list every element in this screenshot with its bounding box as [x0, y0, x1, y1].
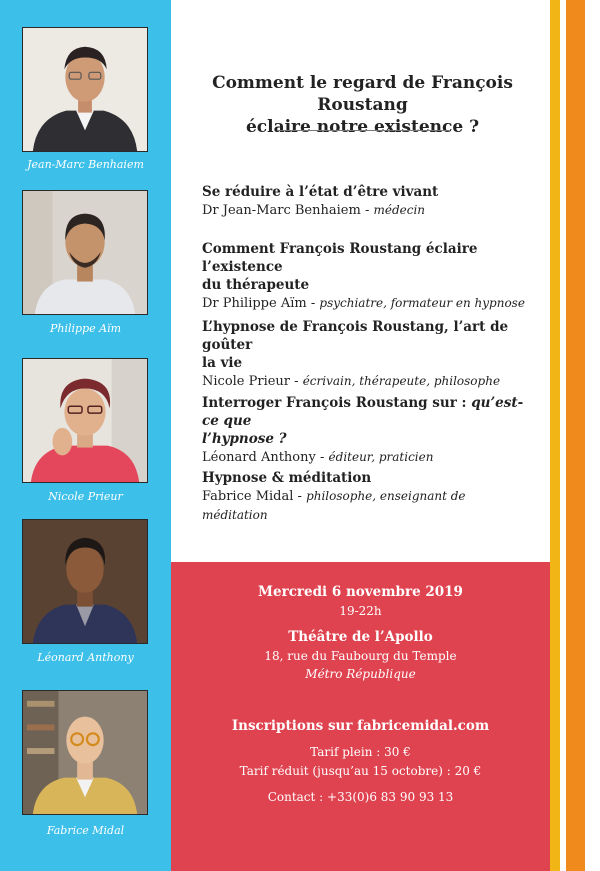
talk-separator: - [306, 296, 320, 311]
talk-title: la vie [202, 355, 243, 371]
talk-speaker-line [202, 201, 534, 220]
contact-phone[interactable]: Contact : +33(0)6 83 90 93 13 [267, 790, 454, 804]
decorative-stripe-gold [550, 0, 560, 871]
portrait-image [23, 191, 147, 314]
portrait-image [23, 28, 147, 151]
talk-title: L’hypnose de François Roustang, l’art de goûter [202, 319, 509, 353]
talk-title: Se réduire à l’état d’être vivant [202, 184, 439, 200]
talk-item [202, 183, 534, 220]
talk-title-italic: l’hypnose ? [202, 431, 287, 447]
talk-item [202, 318, 534, 391]
talk-item [202, 394, 534, 467]
talk-role: écrivain, thérapeute, philosophe [302, 374, 501, 388]
talk-role: éditeur, praticien [328, 450, 434, 464]
speaker-caption: Nicole Prieur [48, 490, 123, 503]
talk-title: Comment François Roustang éclaire l’existence [202, 241, 478, 275]
talk-role: philosophe, enseignant de méditation [202, 489, 466, 522]
talk-title: Hypnose & méditation [202, 470, 372, 486]
talk-speaker: Nicole Prieur [202, 374, 291, 389]
talk-separator: - [360, 203, 374, 218]
price-full: Tarif plein : 30 € [310, 745, 411, 759]
speaker-caption: Fabrice Midal [46, 824, 125, 837]
talk-speaker-line [202, 448, 534, 467]
registration-link[interactable]: Inscriptions sur fabricemidal.com [231, 718, 490, 734]
talk-speaker: Dr Philippe Aïm [202, 296, 307, 311]
talk-separator: - [293, 489, 307, 504]
speaker-photo-aim [22, 190, 148, 315]
talk-separator: - [315, 450, 329, 465]
event-title [190, 72, 535, 138]
event-metro: Métro République [305, 667, 416, 681]
talk-title [202, 430, 534, 448]
event-venue: Théâtre de l’Apollo [288, 629, 433, 645]
talk-title [202, 394, 534, 430]
talk-separator: - [290, 374, 303, 389]
speaker-photo-anthony [22, 519, 148, 644]
price-reduced: Tarif réduit (jusqu’au 15 octobre) : 20 € [239, 764, 482, 778]
speaker-photo-midal [22, 690, 148, 815]
talk-speaker-line [202, 372, 534, 391]
talk-role: médecin [373, 203, 426, 217]
speaker-caption: Jean-Marc Benhaiem [27, 158, 144, 171]
talk-item [202, 240, 534, 313]
speaker-photo-prieur [22, 358, 148, 483]
talk-speaker-line [202, 294, 534, 313]
talk-speaker: Léonard Anthony [202, 450, 316, 465]
speaker-caption: Léonard Anthony [37, 651, 134, 664]
title-divider [277, 130, 449, 131]
talk-speaker-line [202, 487, 534, 525]
event-address: 18, rue du Faubourg du Temple [264, 649, 457, 663]
event-date: Mercredi 6 novembre 2019 [258, 584, 463, 600]
speaker-caption: Philippe Aïm [49, 322, 122, 335]
speaker-photo-benhaiem [22, 27, 148, 152]
talk-title-part: Interroger François Roustang sur : [202, 395, 472, 411]
portrait-image [23, 691, 147, 814]
event-title-line: éclaire notre existence ? [245, 117, 480, 137]
event-title-line: Comment le regard de François Roustang [212, 73, 513, 115]
event-time: 19-22h [339, 604, 382, 618]
portrait-image [23, 520, 147, 643]
decorative-stripe-orange [566, 0, 585, 871]
portrait-image [23, 359, 147, 482]
talk-item [202, 469, 534, 525]
talk-title: du thérapeute [202, 277, 310, 293]
talk-role: psychiatre, formateur en hypnose [319, 296, 525, 310]
talk-speaker: Dr Jean-Marc Benhaiem [202, 203, 361, 218]
talk-speaker: Fabrice Midal [202, 489, 294, 504]
talk-title-italic: qu’est-ce que [202, 395, 524, 429]
